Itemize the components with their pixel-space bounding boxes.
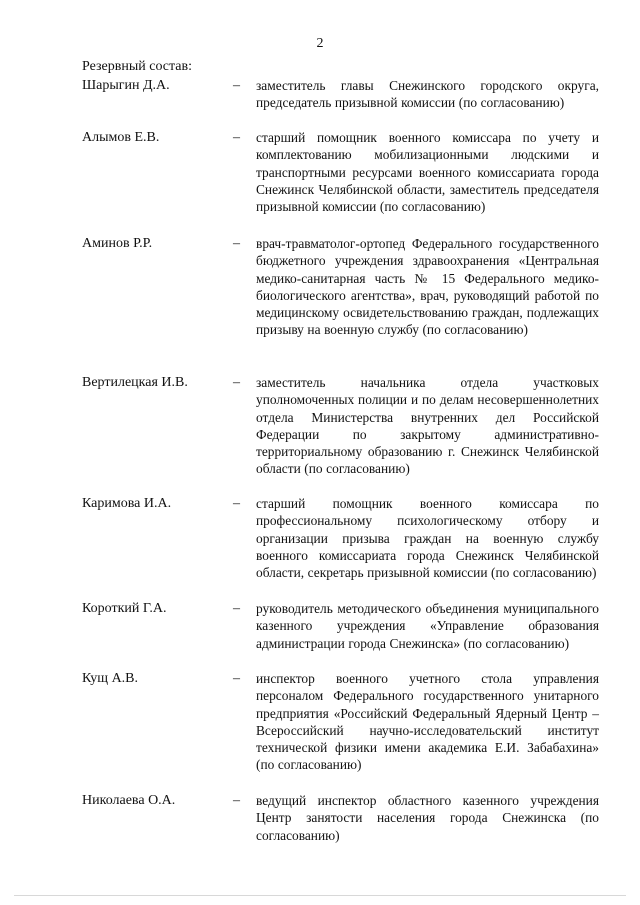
member-role: старший помощник военного комиссара по учету и комплектованию мобилизационными людскими и транспортными ресурсами военного комиссариата города Снежинск Челябинской области, заместитель председателя призывной комиссии (по согласованию) [256, 130, 599, 215]
member-role: заместитель главы Снежинского городского округа, председатель призывной комиссии (по согласованию) [256, 78, 599, 111]
member-role: старший помощник военного комиссара по профессиональному психологическому отбору и организации призыва граждан на военную службу военного комиссариата города Снежинск Челябинской области, секретарь призывной комиссии (по согласованию) [256, 496, 599, 581]
member-dash: – [233, 130, 240, 145]
member-role: заместитель начальника отдела участковых уполномоченных полиции и по делам несовершеннолетних отдела Министерства внутренних дел Российской Федерации по закрытому административно-территориальному образованию г. Снежинск Челябинской области (по согласованию) [256, 375, 599, 477]
member-name: Аминов Р.Р. [82, 236, 153, 251]
reserve-heading: Резервный состав: [82, 59, 193, 74]
page-bottom-edge [14, 895, 626, 896]
member-name: Николаева О.А. [82, 793, 176, 808]
page-number: 2 [316, 36, 324, 51]
member-dash: – [233, 671, 240, 686]
member-dash: – [233, 236, 240, 251]
member-role: руководитель методического объединения муниципального казенного учреждения «Управление образования администрации города Снежинска» (по согласованию) [256, 601, 599, 651]
member-name: Вертилецкая И.В. [82, 375, 188, 390]
member-name: Кущ А.В. [82, 671, 139, 686]
member-dash: – [233, 496, 240, 511]
member-name: Алымов Е.В. [82, 130, 160, 145]
member-role: ведущий инспектор областного казенного учреждения Центр занятости населения города Снежинска (по согласованию) [256, 793, 599, 843]
member-role: врач-травматолог-ортопед Федерального государственного бюджетного учреждения здравоохранения «Центральная медико-санитарная часть № 15 Федерального медико-биологического агентства», врач, руководящий работой по медицинскому освидетельствованию граждан, подлежащих призыву на военную службу (по согласованию) [256, 236, 599, 338]
member-name: Короткий Г.А. [82, 601, 167, 616]
member-name: Каримова И.А. [82, 496, 172, 511]
member-dash: – [233, 793, 240, 808]
member-dash: – [233, 375, 240, 390]
member-dash: – [233, 601, 240, 616]
member-dash: – [233, 78, 240, 93]
member-role: инспектор военного учетного стола управления персоналом Федерального государственного унитарного предприятия «Российский Федеральный Ядерный Центр – Всероссийский научно-исследовательский институт технической физики имени академика Е.И. Забабахина» (по согласованию) [256, 671, 599, 773]
member-name: Шарыгин Д.А. [82, 78, 170, 93]
